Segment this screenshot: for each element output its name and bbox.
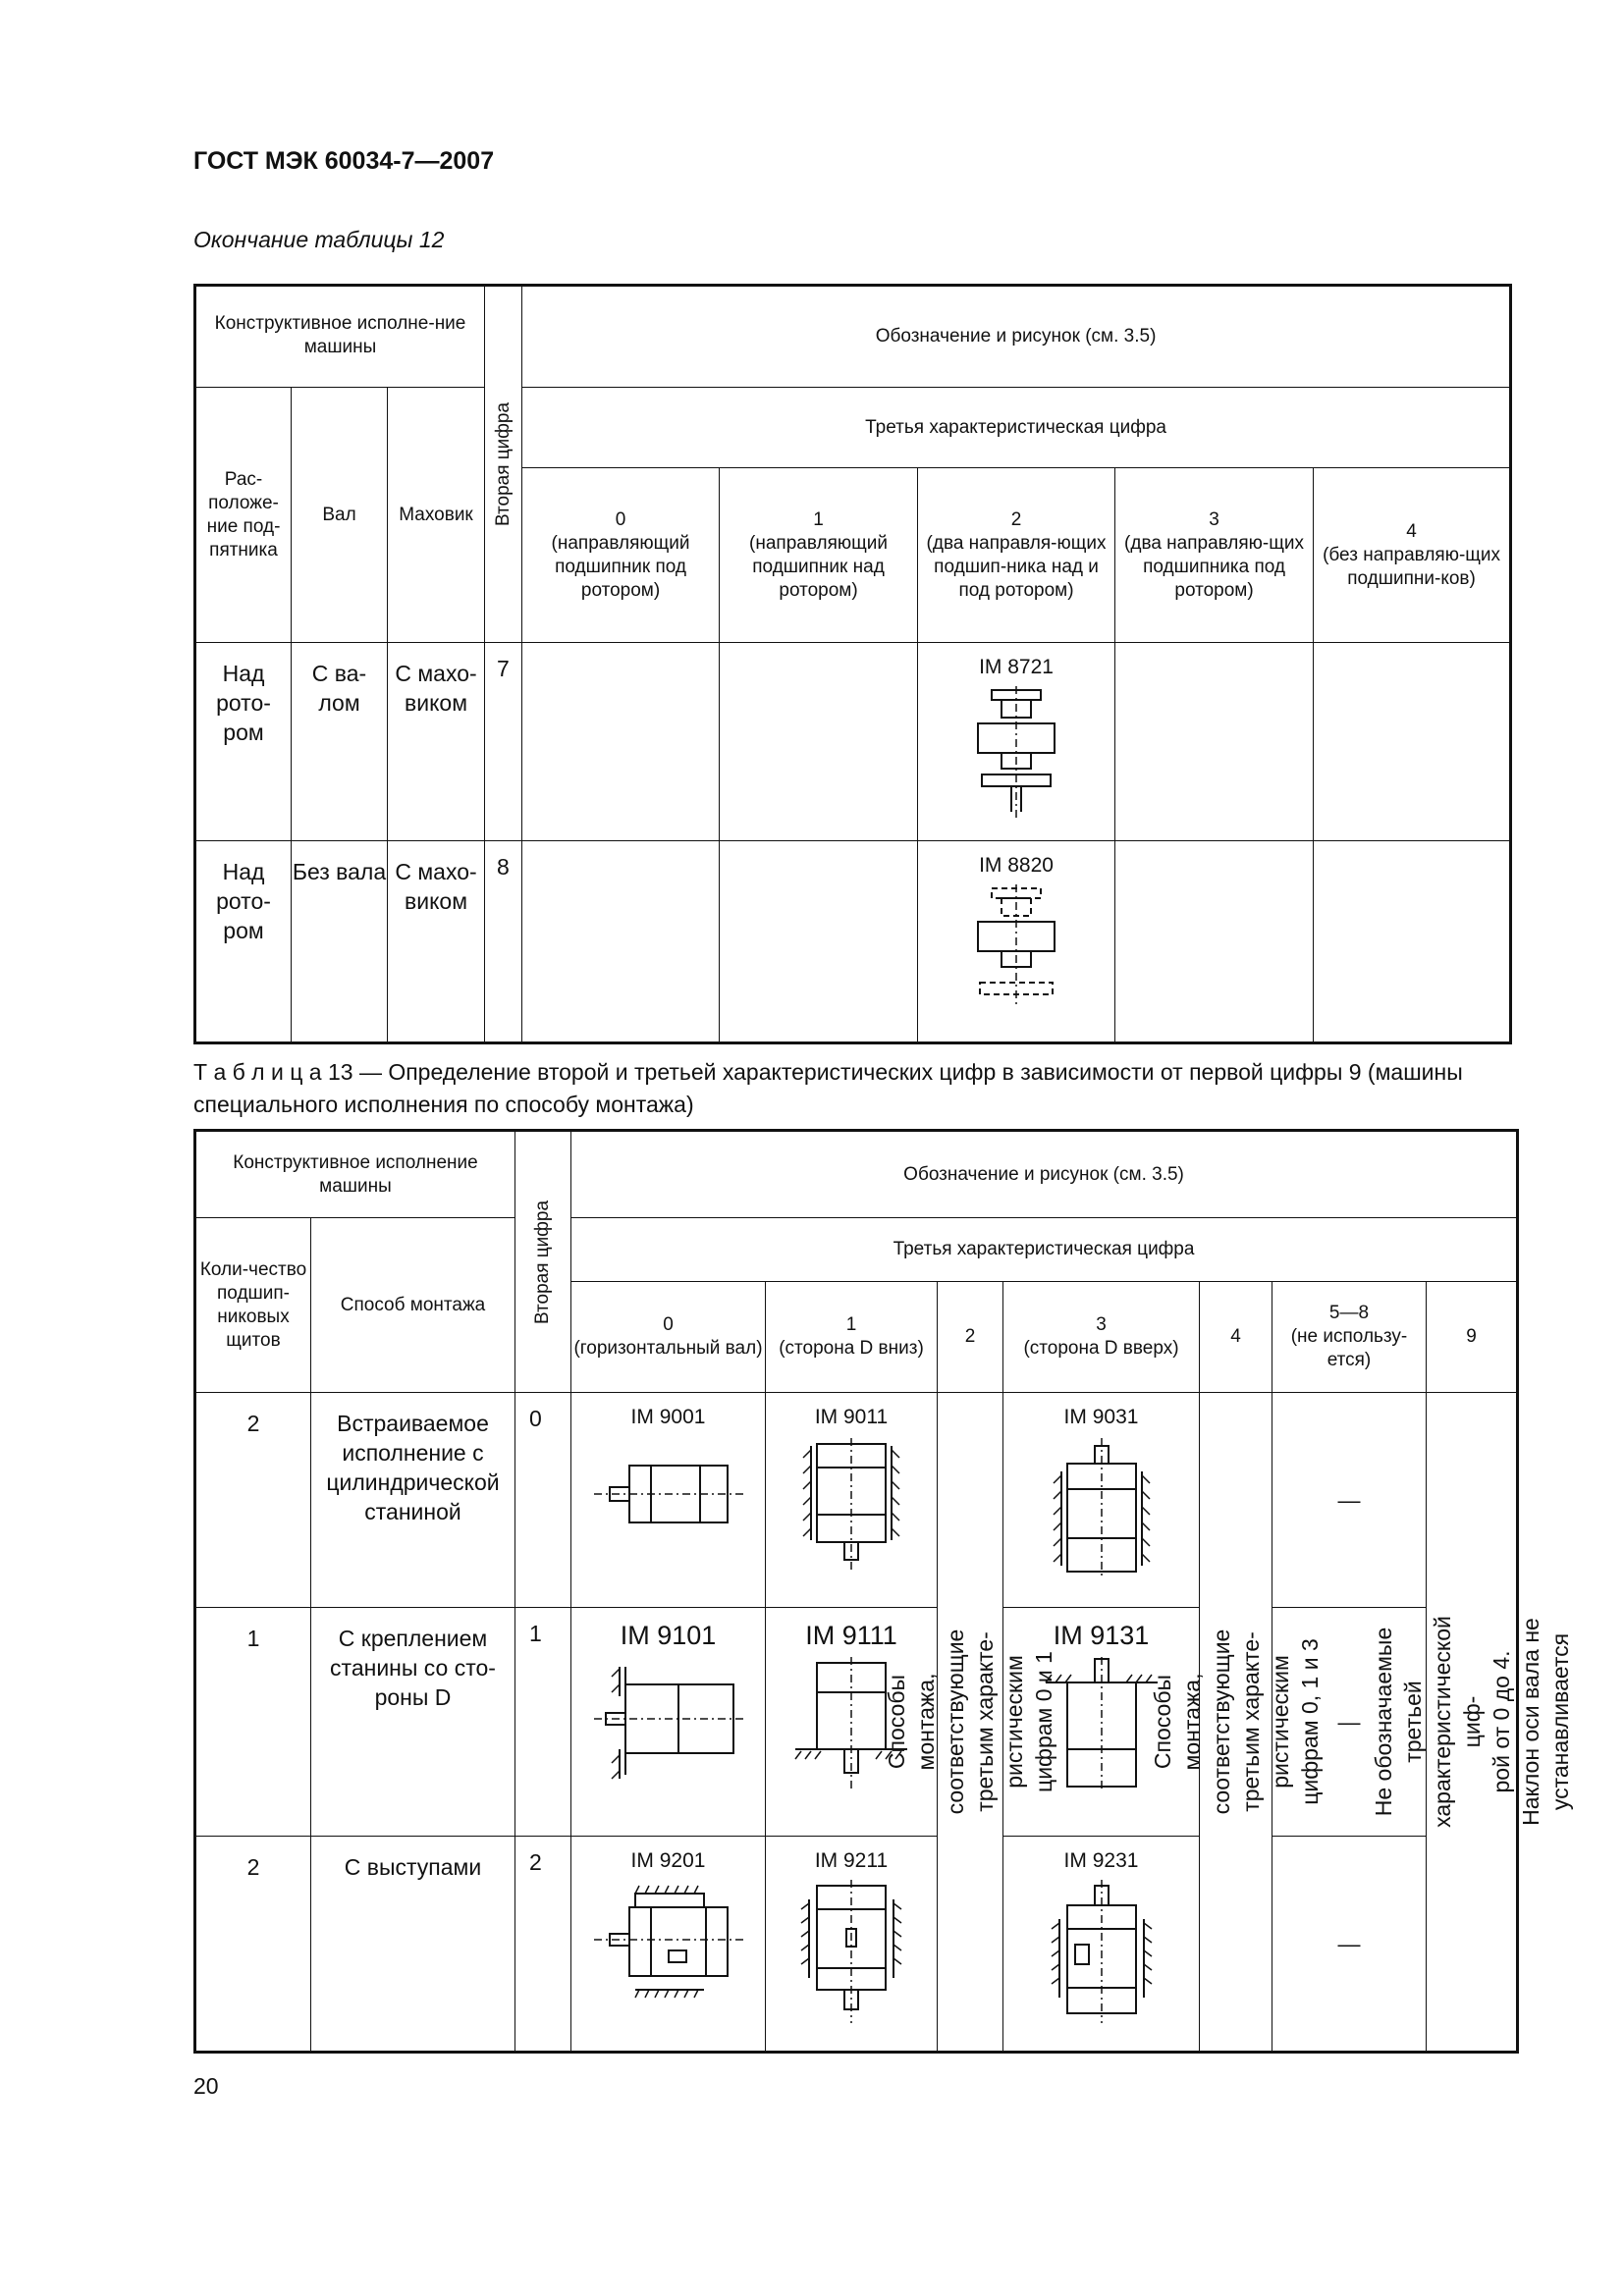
cell-empty	[1314, 643, 1511, 841]
header-design: Конструктивное исполне-ние машины	[195, 286, 485, 388]
third-digit-2: 2 (два направля-ющих подшип-ника над и под ротором)	[918, 468, 1115, 643]
cell-empty	[1314, 841, 1511, 1043]
cell-figure: IM 9131	[1003, 1608, 1200, 1837]
table-row	[195, 643, 1511, 841]
cell-digit: 2	[515, 1837, 571, 2053]
cell-qty: 1	[195, 1608, 311, 1837]
third-digit-0: 0 (направляющий подшипник под ротором)	[522, 468, 720, 643]
vertical-note-col2: Способы монтажа, соответствующие третьим характе- ристическим цифрам 0 и 1	[938, 1393, 1003, 2053]
header-designation: Обозначение и рисунок (см. 3.5)	[522, 286, 1511, 388]
cell-bearing: Над рото-ром	[195, 643, 292, 841]
header-design: Конструктивное исполнение машины	[195, 1131, 515, 1218]
header-second-digit: Вторая цифра	[515, 1131, 571, 1393]
vertical-d-up-figure	[1048, 1436, 1156, 1583]
third-digit-4: 4	[1200, 1282, 1272, 1393]
cell-qty: 2	[195, 1393, 311, 1608]
lugs-horizontal-figure	[590, 1880, 747, 2007]
cell-digit: 0	[515, 1393, 571, 1608]
cell-figure: IM 9011	[766, 1393, 938, 1608]
cell-dash: —	[1272, 1608, 1427, 1837]
cell-figure	[918, 841, 1115, 1043]
table-13	[193, 1129, 1573, 2054]
cell-figure: IM 9001	[571, 1393, 766, 1608]
header-third-digit: Третья характеристическая цифра	[571, 1218, 1518, 1282]
horizontal-cylinder-frame-figure	[590, 1436, 747, 1544]
third-digit-5-8: 5—8 (не использу-ется)	[1272, 1282, 1427, 1393]
lugs-up-figure	[1048, 1880, 1156, 2027]
cell-digit: 7	[485, 643, 522, 841]
cell-empty	[1115, 841, 1314, 1043]
cell-mount: С креплением станины со сто-роны D	[311, 1608, 515, 1837]
third-digit-4: 4 (без направляю-щих подшипни-ков)	[1314, 468, 1511, 643]
third-digit-2: 2	[938, 1282, 1003, 1393]
third-digit-9: 9	[1427, 1282, 1518, 1393]
cell-empty	[522, 841, 720, 1043]
page-number: 20	[193, 2073, 219, 2099]
vertical-machine-shaft-figure	[972, 686, 1060, 824]
cell-digit: 1	[515, 1608, 571, 1837]
header-qty: Коли-чество подшип-никовых щитов	[195, 1218, 311, 1393]
cell-shaft: С ва-лом	[292, 643, 388, 841]
cell-figure: IM 9031	[1003, 1393, 1200, 1608]
cell-qty: 2	[195, 1837, 311, 2053]
vertical-d-down-figure	[797, 1436, 905, 1583]
header-bearing: Рас-положе-ние под-пятника	[195, 388, 292, 643]
cell-mount: С выступами	[311, 1837, 515, 2053]
document-header: ГОСТ МЭК 60034-7—2007	[193, 147, 495, 175]
cell-figure	[918, 643, 1115, 841]
figure-label: IM 8820	[979, 854, 1054, 877]
cell-figure: IM 9111	[766, 1608, 938, 1837]
header-second-digit: Вторая цифра	[485, 286, 522, 643]
third-digit-3: 3 (сторона D вверх)	[1003, 1282, 1200, 1393]
vertical-note-col9: Не обозначаемые третьей характеристической циф- рой от 0 до 4. Наклон оси вала не устанавливается	[1427, 1393, 1518, 2053]
cell-bearing: Над рото-ром	[195, 841, 292, 1043]
cell-empty	[522, 643, 720, 841]
header-flywheel: Маховик	[388, 388, 485, 643]
d-side-frame-horizontal-figure	[590, 1657, 747, 1785]
cell-empty	[720, 841, 918, 1043]
header-shaft: Вал	[292, 388, 388, 643]
cell-flywheel: С махо-виком	[388, 841, 485, 1043]
cell-figure: IM 9231	[1003, 1837, 1200, 2053]
vertical-note-col4: Способы монтажа, соответствующие третьим характе- ристическим цифрам 0, 1 и 3	[1200, 1393, 1272, 2053]
lugs-down-figure	[797, 1880, 905, 2027]
cell-dash: —	[1272, 1393, 1427, 1608]
table13-caption: Т а б л и ц а 13 — Определение второй и третьей характеристических цифр в зависимости от первой цифры 9 (машины специального исполнения по способу монтажа)	[193, 1059, 1463, 1117]
table-row	[195, 841, 1511, 1043]
cell-figure: IM 9201	[571, 1837, 766, 2053]
cell-empty	[720, 643, 918, 841]
cell-figure: IM 9211	[766, 1837, 938, 2053]
cell-empty	[1115, 643, 1314, 841]
third-digit-1: 1 (направляющий подшипник над ротором)	[720, 468, 918, 643]
table12-caption: Окончание таблицы 12	[193, 227, 445, 252]
cell-dash: —	[1272, 1837, 1427, 2053]
third-digit-3: 3 (два направляю-щих подшипника под ротором)	[1115, 468, 1314, 643]
cell-flywheel: С махо-виком	[388, 643, 485, 841]
cell-figure: IM 9101	[571, 1608, 766, 1837]
table-row	[195, 1393, 1518, 1608]
figure-label: IM 8721	[979, 656, 1054, 678]
vertical-machine-no-shaft-figure	[972, 884, 1060, 1022]
table-12	[193, 284, 1512, 1044]
header-designation: Обозначение и рисунок (см. 3.5)	[571, 1131, 1518, 1218]
header-mount: Способ монтажа	[311, 1218, 515, 1393]
third-digit-0: 0 (горизонтальный вал)	[571, 1282, 766, 1393]
table-row	[195, 1837, 1518, 2053]
cell-digit: 8	[485, 841, 522, 1043]
cell-mount: Встраиваемое исполнение с цилиндрической станиной	[311, 1393, 515, 1608]
third-digit-1: 1 (сторона D вниз)	[766, 1282, 938, 1393]
header-third-digit: Третья характеристическая цифра	[522, 388, 1511, 468]
cell-shaft: Без вала	[292, 841, 388, 1043]
